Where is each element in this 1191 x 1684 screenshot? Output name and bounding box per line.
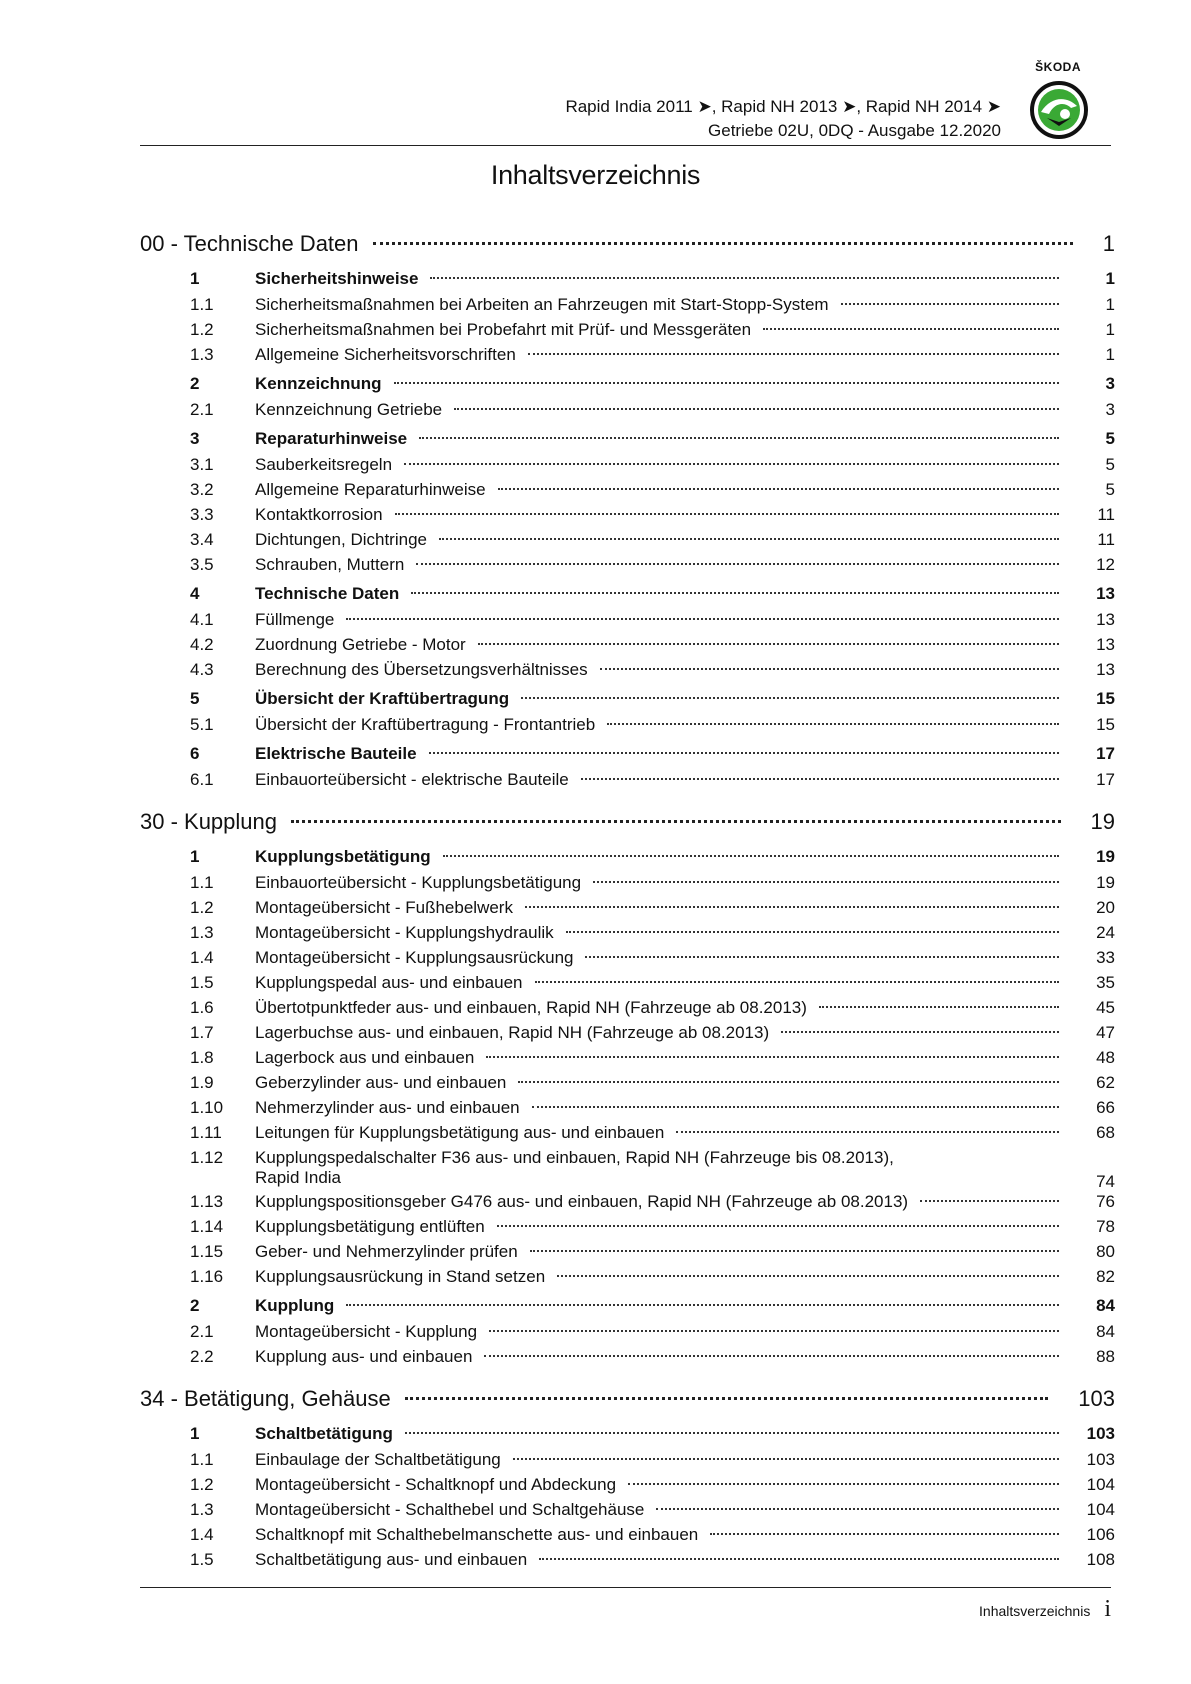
subsection-page-number: 35: [1096, 973, 1115, 992]
chapter-title: 30 - Kupplung: [140, 809, 291, 835]
subsection-number: 4.1: [190, 610, 214, 629]
subsection-page-number: 33: [1096, 948, 1115, 967]
subsection-link[interactable]: [140, 1217, 1115, 1242]
subsection-title: Kupplungsausrückung in Stand setzen: [255, 1267, 546, 1286]
subsection-number: 2.2: [190, 1347, 214, 1366]
subsection-page-number: 78: [1096, 1217, 1115, 1236]
toc-chapter: [140, 223, 1115, 795]
subsection-title: Einbauorteübersicht - elektrische Bauteile: [255, 770, 569, 789]
subsection-number: 1.10: [190, 1098, 224, 1117]
subsection-page-number: 1: [1105, 320, 1115, 339]
section-page-number: 17: [1096, 744, 1115, 763]
subsection-link[interactable]: [140, 1347, 1115, 1372]
subsection-title: Schrauben, Muttern: [255, 555, 405, 574]
leader-dots: [346, 618, 1059, 620]
subsection-link[interactable]: [140, 610, 1115, 635]
chapter-heading-link[interactable]: [140, 1378, 1115, 1420]
footer-label: Inhaltsverzeichnis: [979, 1603, 1091, 1619]
page-footer: [979, 1596, 1111, 1623]
subsection-page-number: 66: [1096, 1098, 1115, 1117]
subsection-title: Allgemeine Sicherheitsvorschriften: [255, 345, 516, 364]
section-page-number: 3: [1105, 374, 1115, 393]
leader-dots: [763, 328, 1059, 330]
leader-dots: [557, 1275, 1059, 1277]
subsection-number: 1.9: [190, 1073, 214, 1092]
subsection-number: 3.3: [190, 505, 214, 524]
subsection-title: Sicherheitsmaßnahmen bei Arbeiten an Fahrzeugen mit Start-Stopp-System: [255, 295, 829, 314]
chapter-title: 34 - Betätigung, Gehäuse: [140, 1386, 405, 1412]
subsection-title: Montageübersicht - Fußhebelwerk: [255, 898, 513, 917]
subsection-page-number: 1: [1105, 345, 1115, 364]
subsection-link[interactable]: [140, 480, 1115, 505]
subsection-number: 1.3: [190, 1500, 214, 1519]
subsection-link[interactable]: [140, 1267, 1115, 1292]
subsection-title: Kennzeichnung Getriebe: [255, 400, 443, 419]
leader-dots: [528, 353, 1059, 355]
leader-dots: [478, 643, 1059, 645]
subsection-title: Einbaulage der Schaltbetätigung: [255, 1450, 501, 1469]
header-text: [565, 95, 1001, 143]
subsection-page-number: 48: [1096, 1048, 1115, 1067]
subsection-link[interactable]: [140, 1242, 1115, 1267]
subsection-number: 1.11: [190, 1123, 222, 1142]
subsection-link[interactable]: [140, 1048, 1115, 1073]
brand-wordmark: ŠKODA: [1035, 60, 1081, 74]
subsection-link[interactable]: [140, 948, 1115, 973]
chapter-heading-link[interactable]: [140, 801, 1115, 843]
subsection-number: 1.4: [190, 1525, 214, 1544]
section-page-number: 5: [1105, 429, 1115, 448]
subsection-link[interactable]: [140, 1550, 1115, 1575]
leader-dots: [454, 408, 1059, 410]
subsection-link[interactable]: [140, 320, 1115, 345]
toc-section: [140, 269, 1115, 370]
subsection-number: 1.3: [190, 345, 214, 364]
section-title: Kupplung: [255, 1296, 335, 1315]
subsection-number: 4.2: [190, 635, 214, 654]
leader-dots: [710, 1533, 1059, 1535]
subsection-page-number: 76: [1096, 1192, 1115, 1211]
section-number: 2: [190, 1296, 200, 1315]
subsection-title: Übertotpunktfeder aus- und einbauen, Rapid NH (Fahrzeuge ab 08.2013): [255, 998, 807, 1017]
subsection-number: 1.4: [190, 948, 214, 967]
footer-rule: [140, 1587, 1111, 1588]
section-link[interactable]: [140, 1424, 1115, 1450]
subsection-link[interactable]: [140, 635, 1115, 660]
subsection-link[interactable]: [140, 1475, 1115, 1500]
toc-chapter: [140, 1378, 1115, 1575]
subsection-number: 1.8: [190, 1048, 214, 1067]
header-gearbox: Getriebe 02U, 0DQ - Ausgabe 12.2020: [708, 121, 1001, 140]
subsection-number: 1.3: [190, 923, 214, 942]
section-page-number: 13: [1096, 584, 1115, 603]
leader-dots: [600, 668, 1059, 670]
leader-dots: [607, 723, 1059, 725]
subsection-link[interactable]: [140, 295, 1115, 320]
subsection-number: 2.1: [190, 1322, 214, 1341]
subsection-number: 1.2: [190, 898, 214, 917]
subsection-title-wrap: [255, 1148, 1079, 1188]
subsection-link[interactable]: [140, 715, 1115, 740]
subsection-link[interactable]: [140, 660, 1115, 685]
leader-dots: [628, 1483, 1059, 1485]
subsection-number: 1.15: [190, 1242, 224, 1261]
subsection-number: 1.14: [190, 1217, 224, 1236]
subsection-page-number: 45: [1096, 998, 1115, 1017]
subsection-title: Kupplungspedal aus- und einbauen: [255, 973, 523, 992]
subsection-title: Lagerbuchse aus- und einbauen, Rapid NH (Fahrzeuge ab 08.2013): [255, 1023, 770, 1042]
subsection-number: 3.2: [190, 480, 214, 499]
section-title: Reparaturhinweise: [255, 429, 408, 448]
leader-dots: [581, 778, 1059, 780]
leader-dots: [439, 538, 1059, 540]
subsection-number: 1.5: [190, 1550, 214, 1569]
subsection-page-number: 80: [1096, 1242, 1115, 1261]
subsection-title: Montageübersicht - Schalthebel und Schaltgehäuse: [255, 1500, 645, 1519]
chapter-heading-link[interactable]: [140, 223, 1115, 265]
section-title: Kupplungsbetätigung: [255, 847, 431, 866]
section-title: Schaltbetätigung: [255, 1424, 393, 1443]
section-number: 1: [190, 269, 200, 288]
section-link[interactable]: [140, 269, 1115, 295]
subsection-title: Sicherheitsmaßnahmen bei Probefahrt mit Prüf- und Messgeräten: [255, 320, 752, 339]
subsection-page-number: 68: [1096, 1123, 1115, 1142]
section-number: 5: [190, 689, 200, 708]
skoda-emblem-icon: [1027, 78, 1091, 142]
subsection-page-number: 47: [1096, 1023, 1115, 1042]
leader-dots: [539, 1558, 1059, 1560]
leader-dots: [532, 1106, 1059, 1108]
leader-dots: [430, 277, 1059, 279]
subsection-link[interactable]: [140, 1450, 1115, 1475]
chapter-page-number: 19: [1090, 809, 1115, 834]
section-page-number: 15: [1096, 689, 1115, 708]
leader-dots: [513, 1458, 1059, 1460]
leader-dots: [781, 1031, 1059, 1033]
subsection-number: 3.4: [190, 530, 214, 549]
subsection-number: 1.6: [190, 998, 214, 1017]
leader-dots: [405, 1432, 1059, 1434]
subsection-page-number: 11: [1097, 505, 1115, 524]
subsection-title: Schaltbetätigung aus- und einbauen: [255, 1550, 528, 1569]
section-number: 2: [190, 374, 200, 393]
leader-dots: [656, 1508, 1059, 1510]
subsection-link[interactable]: [140, 1148, 1115, 1192]
subsection-link[interactable]: [140, 923, 1115, 948]
leader-dots: [819, 1006, 1059, 1008]
subsection-title: Kupplungsbetätigung entlüften: [255, 1217, 485, 1236]
section-link[interactable]: [140, 847, 1115, 873]
subsection-page-number: 108: [1086, 1550, 1115, 1569]
subsection-title-line2-wrap: [255, 1168, 1079, 1188]
leader-dots: [535, 981, 1059, 983]
subsection-number: 1.1: [190, 873, 214, 892]
subsection-title: Leitungen für Kupplungsbetätigung aus- und einbauen: [255, 1123, 665, 1142]
leader-dots: [585, 956, 1059, 958]
leader-dots: [416, 563, 1059, 565]
leader-dots: [489, 1330, 1059, 1332]
toc-section: [140, 584, 1115, 685]
subsection-title: Montageübersicht - Schaltknopf und Abdeckung: [255, 1475, 617, 1494]
subsection-link[interactable]: [140, 873, 1115, 898]
subsection-page-number: 74: [1096, 1172, 1115, 1191]
subsection-title: Montageübersicht - Kupplungshydraulik: [255, 923, 554, 942]
chapter-page-number: 1: [1102, 231, 1115, 256]
footer-page-number: i: [1104, 1596, 1111, 1622]
subsection-page-number: 11: [1097, 530, 1115, 549]
subsection-number: 2.1: [190, 400, 214, 419]
section-number: 6: [190, 744, 200, 763]
subsection-page-number: 84: [1096, 1322, 1115, 1341]
subsection-number: 4.3: [190, 660, 214, 679]
leader-dots: [405, 1397, 1049, 1400]
leader-dots: [530, 1250, 1059, 1252]
subsection-link[interactable]: [140, 1322, 1115, 1347]
subsection-link[interactable]: [140, 530, 1115, 555]
leader-dots: [525, 906, 1059, 908]
leader-dots: [394, 382, 1059, 384]
subsection-title: Lagerbock aus und einbauen: [255, 1048, 475, 1067]
leader-dots: [429, 752, 1059, 754]
leader-dots: [497, 1225, 1059, 1227]
table-of-contents: [140, 223, 1115, 1575]
subsection-page-number: 82: [1096, 1267, 1115, 1286]
page-title: Inhaltsverzeichnis: [490, 160, 701, 190]
subsection-link[interactable]: [140, 898, 1115, 923]
section-title: Sicherheitshinweise: [255, 269, 419, 288]
subsection-page-number: 13: [1096, 660, 1115, 679]
chapter-page-number: 103: [1078, 1386, 1115, 1411]
leader-dots: [498, 488, 1059, 490]
subsection-link[interactable]: [140, 1073, 1115, 1098]
section-page-number: 103: [1086, 1424, 1115, 1443]
subsection-page-number: 3: [1105, 400, 1115, 419]
subsection-number: 1.2: [190, 320, 214, 339]
section-number: 3: [190, 429, 200, 448]
subsection-number: 1.16: [190, 1267, 224, 1286]
leader-dots: [486, 1056, 1059, 1058]
leader-dots: [346, 1304, 1059, 1306]
toc-section: [140, 847, 1115, 1292]
section-page-number: 19: [1096, 847, 1115, 866]
section-page-number: 84: [1096, 1296, 1115, 1315]
subsection-link[interactable]: [140, 770, 1115, 795]
subsection-page-number: 13: [1096, 610, 1115, 629]
section-link[interactable]: [140, 744, 1115, 770]
subsection-page-number: 106: [1086, 1525, 1115, 1544]
toc-section: [140, 374, 1115, 425]
skoda-logo: [1027, 62, 1091, 142]
subsection-link[interactable]: [140, 998, 1115, 1023]
subsection-link[interactable]: [140, 1098, 1115, 1123]
subsection-title: Füllmenge: [255, 610, 335, 629]
subsection-page-number: 17: [1096, 770, 1115, 789]
section-link[interactable]: [140, 374, 1115, 400]
section-title: Kennzeichnung: [255, 374, 382, 393]
header-rule: [140, 145, 1111, 146]
subsection-page-number: 12: [1096, 555, 1115, 574]
section-number: 4: [190, 584, 200, 603]
subsection-link[interactable]: [140, 1023, 1115, 1048]
leader-dots: [841, 303, 1059, 305]
section-title: Technische Daten: [255, 584, 400, 603]
subsection-title: Dichtungen, Dichtringe: [255, 530, 427, 549]
subsection-title: Zuordnung Getriebe - Motor: [255, 635, 466, 654]
toc-chapter: [140, 801, 1115, 1372]
subsection-title: Einbauorteübersicht - Kupplungsbetätigung: [255, 873, 582, 892]
subsection-title-line2: Rapid India: [255, 1168, 342, 1187]
subsection-page-number: 19: [1096, 873, 1115, 892]
subsection-number: 1.5: [190, 973, 214, 992]
subsection-number: 1.2: [190, 1475, 214, 1494]
subsection-number: 1.12: [190, 1148, 224, 1167]
subsection-link[interactable]: [140, 1525, 1115, 1550]
section-page-number: 1: [1105, 269, 1115, 288]
leader-dots: [920, 1200, 1059, 1202]
section-number: 1: [190, 1424, 200, 1443]
section-link[interactable]: [140, 429, 1115, 455]
leader-dots: [566, 931, 1059, 933]
section-number: 1: [190, 847, 200, 866]
subsection-link[interactable]: [140, 505, 1115, 530]
subsection-title: Nehmerzylinder aus- und einbauen: [255, 1098, 520, 1117]
subsection-title: Kontaktkorrosion: [255, 505, 383, 524]
toc-section: [140, 1296, 1115, 1372]
subsection-number: 6.1: [190, 770, 214, 789]
subsection-title: Geber- und Nehmerzylinder prüfen: [255, 1242, 518, 1261]
leader-dots: [676, 1131, 1059, 1133]
subsection-number: 5.1: [190, 715, 214, 734]
subsection-title: Kupplung aus- und einbauen: [255, 1347, 473, 1366]
toc-section: [140, 429, 1115, 580]
subsection-page-number: 5: [1105, 480, 1115, 499]
leader-dots: [291, 820, 1061, 823]
subsection-link[interactable]: [140, 1123, 1115, 1148]
toc-section: [140, 744, 1115, 795]
subsection-page-number: 13: [1096, 635, 1115, 654]
subsection-title: Schaltknopf mit Schalthebelmanschette aus- und einbauen: [255, 1525, 699, 1544]
subsection-link[interactable]: [140, 1192, 1115, 1217]
leader-dots: [419, 437, 1059, 439]
subsection-number: 3.1: [190, 455, 214, 474]
leader-dots: [411, 592, 1059, 594]
subsection-title: Berechnung des Übersetzungsverhältnisses: [255, 660, 588, 679]
leader-dots: [518, 1081, 1059, 1083]
subsection-page-number: 104: [1086, 1475, 1115, 1494]
subsection-page-number: 88: [1096, 1347, 1115, 1366]
subsection-link[interactable]: [140, 973, 1115, 998]
subsection-page-number: 1: [1105, 295, 1115, 314]
subsection-page-number: 20: [1096, 898, 1115, 917]
subsection-title: Geberzylinder aus- und einbauen: [255, 1073, 507, 1092]
subsection-number: 1.1: [190, 295, 214, 314]
subsection-link[interactable]: [140, 455, 1115, 480]
subsection-page-number: 24: [1096, 923, 1115, 942]
section-link[interactable]: [140, 584, 1115, 610]
section-link[interactable]: [140, 1296, 1115, 1322]
subsection-page-number: 62: [1096, 1073, 1115, 1092]
subsection-link[interactable]: [140, 1500, 1115, 1525]
section-title: Elektrische Bauteile: [255, 744, 417, 763]
leader-dots: [404, 463, 1059, 465]
subsection-number: 3.5: [190, 555, 214, 574]
leader-dots: [443, 855, 1059, 857]
subsection-title: Montageübersicht - Kupplungsausrückung: [255, 948, 574, 967]
leader-dots: [395, 513, 1059, 515]
chapter-title: 00 - Technische Daten: [140, 231, 373, 257]
leader-dots: [521, 697, 1059, 699]
subsection-number: 1.7: [190, 1023, 214, 1042]
subsection-title: Kupplungspedalschalter F36 aus- und einbauen, Rapid NH (Fahrzeuge bis 08.2013),: [255, 1148, 894, 1167]
subsection-page-number: 15: [1096, 715, 1115, 734]
subsection-title: Übersicht der Kraftübertragung - Frontantrieb: [255, 715, 596, 734]
section-title: Übersicht der Kraftübertragung: [255, 689, 510, 708]
subsection-link[interactable]: [140, 345, 1115, 370]
subsection-number: 1.1: [190, 1450, 214, 1469]
leader-dots: [484, 1355, 1059, 1357]
leader-dots: [373, 242, 1073, 245]
subsection-title: Allgemeine Reparaturhinweise: [255, 480, 486, 499]
page-header: [140, 62, 1091, 146]
toc-section: [140, 1424, 1115, 1575]
subsection-title: Sauberkeitsregeln: [255, 455, 393, 474]
header-models: Rapid India 2011 ➤, Rapid NH 2013 ➤, Rapid NH 2014 ➤: [565, 97, 1001, 116]
leader-dots: [593, 881, 1059, 883]
subsection-page-number: 103: [1086, 1450, 1115, 1469]
subsection-title: Kupplungspositionsgeber G476 aus- und einbauen, Rapid NH (Fahrzeuge ab 08.2013): [255, 1192, 909, 1211]
subsection-page-number: 104: [1086, 1500, 1115, 1519]
subsection-link[interactable]: [140, 555, 1115, 580]
subsection-link[interactable]: [140, 400, 1115, 425]
section-link[interactable]: [140, 689, 1115, 715]
subsection-title: Montageübersicht - Kupplung: [255, 1322, 478, 1341]
toc-section: [140, 689, 1115, 740]
subsection-number: 1.13: [190, 1192, 224, 1211]
subsection-page-number: 5: [1105, 455, 1115, 474]
